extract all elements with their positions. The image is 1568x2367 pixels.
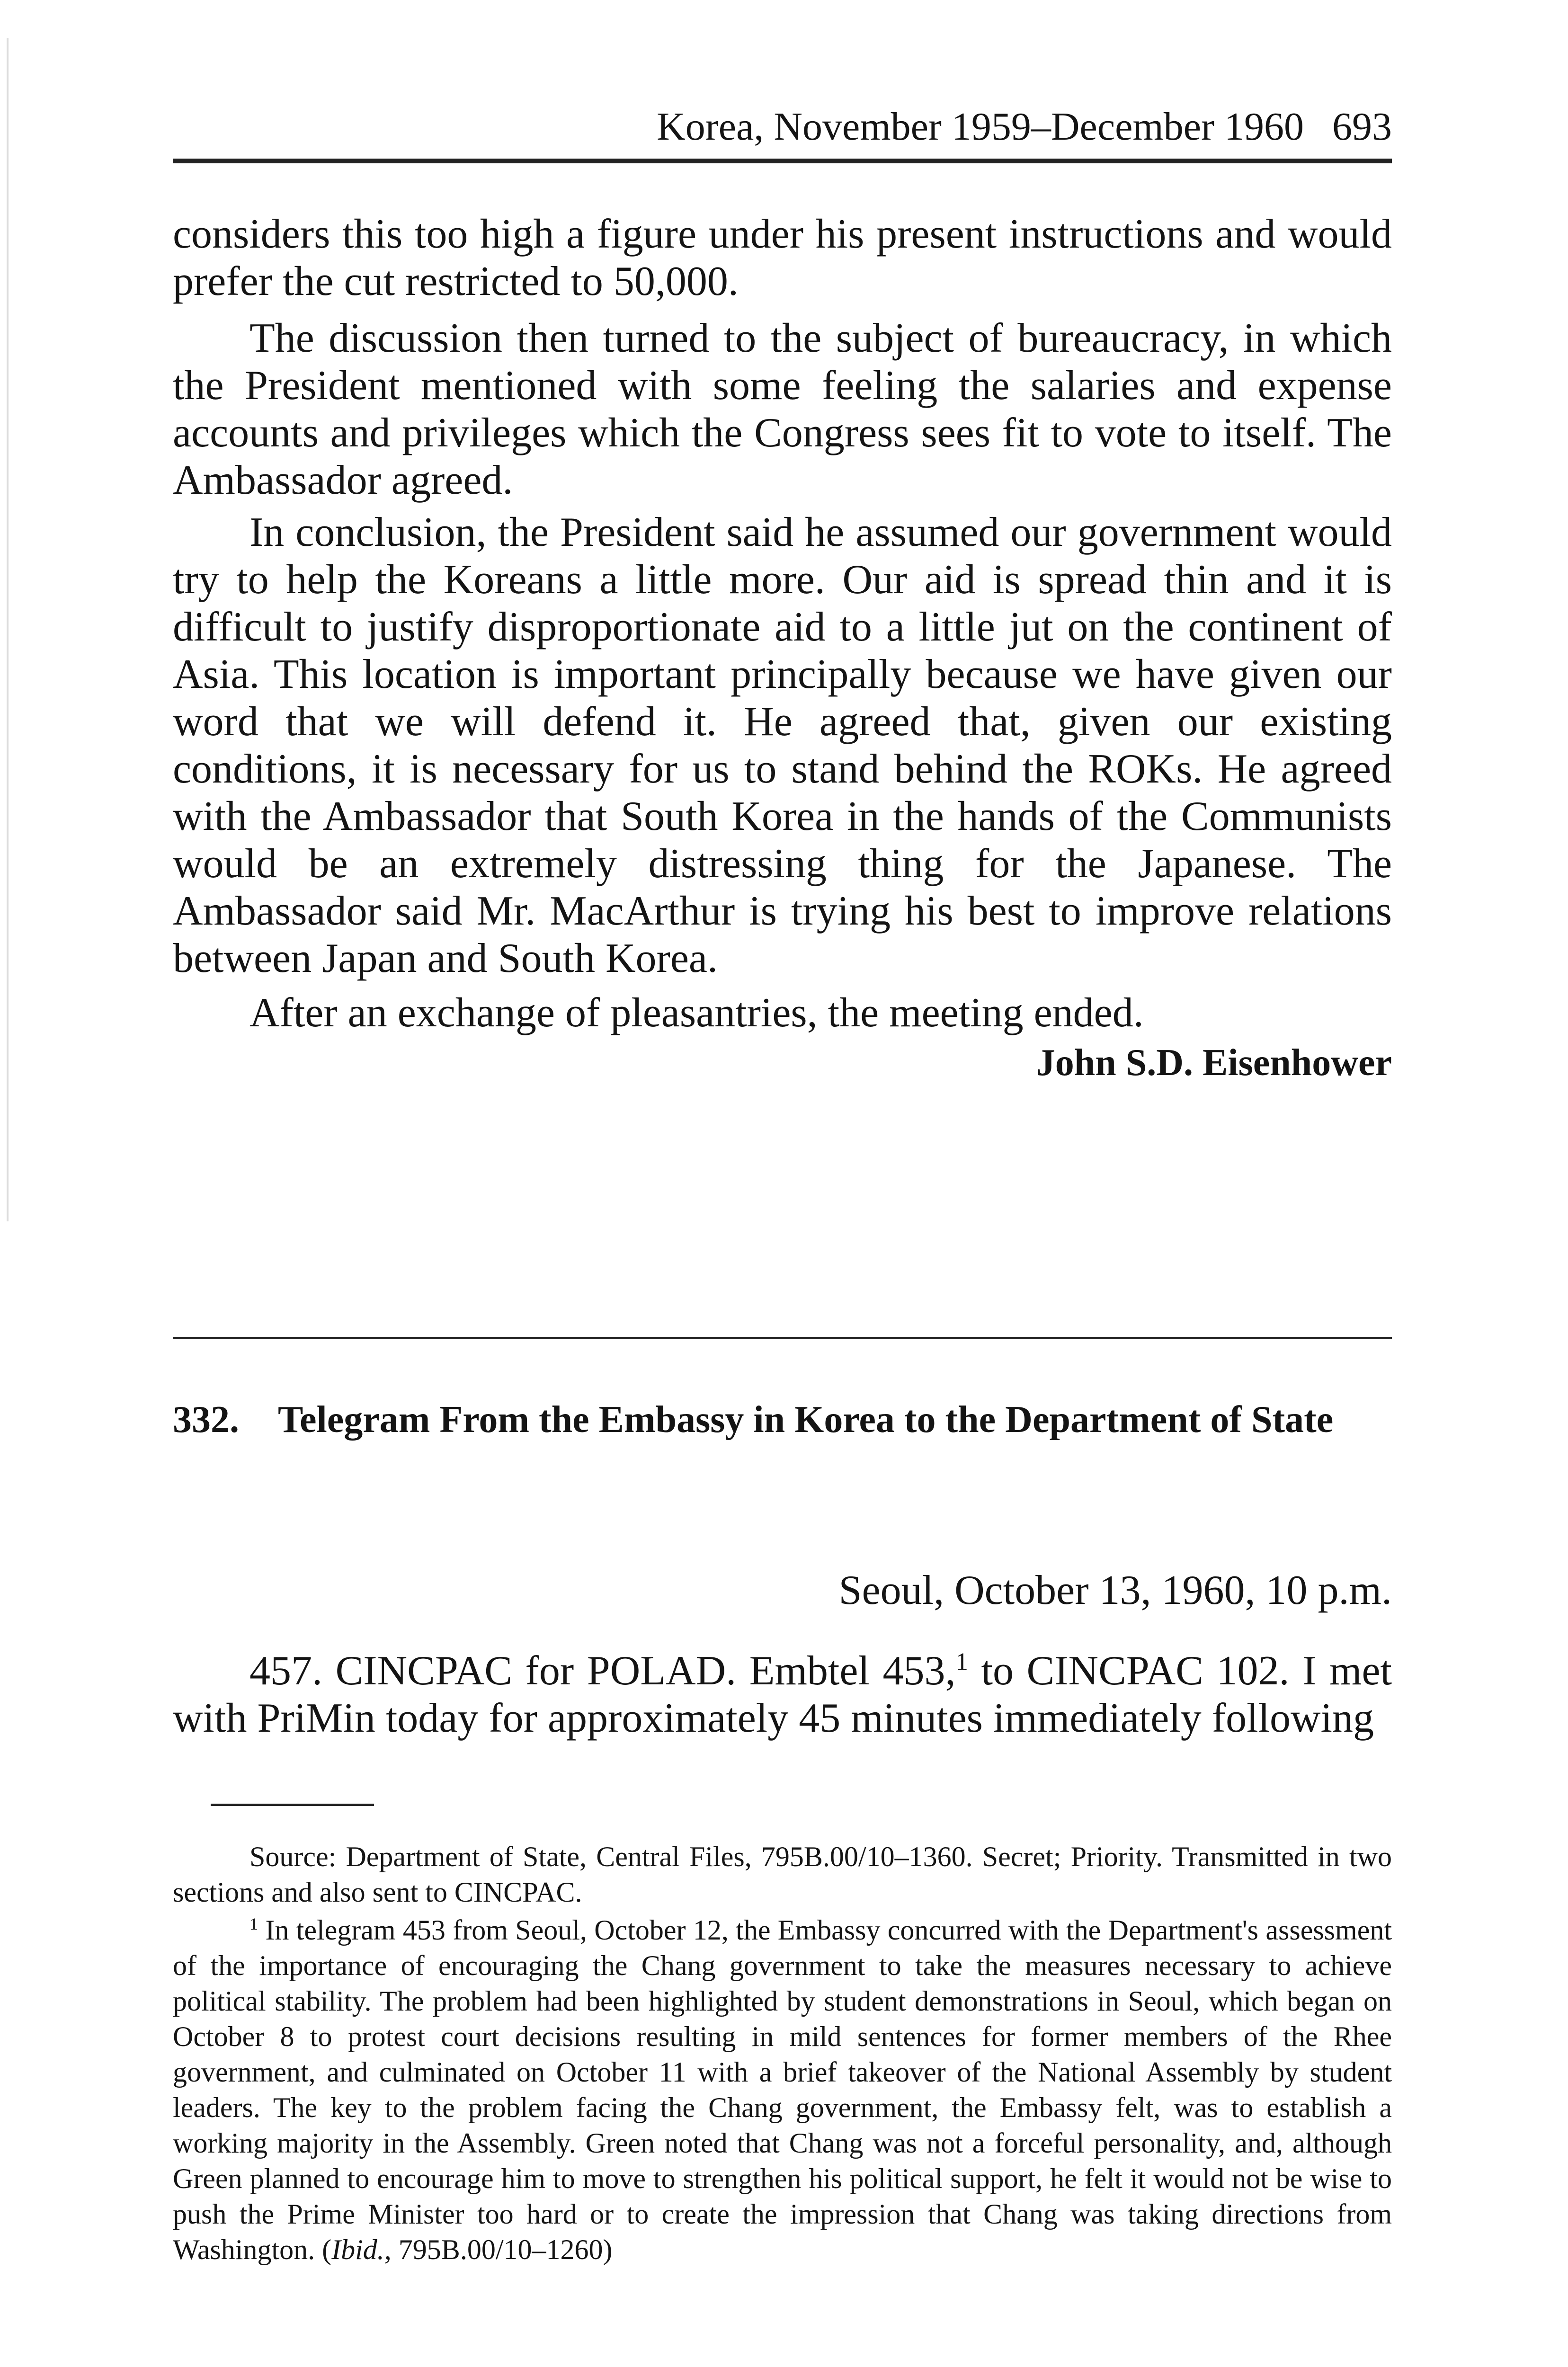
- section-divider: [173, 1337, 1392, 1339]
- document-heading: [173, 1394, 1392, 1445]
- signature: John S.D. Eisenhower: [1036, 1042, 1392, 1084]
- telegram-body-start: 457. CINCPAC for POLAD. Embtel 453,: [249, 1648, 956, 1694]
- document-number: 332.: [173, 1399, 239, 1441]
- scan-edge: [7, 38, 9, 1221]
- memo-paragraph-3: In conclusion, the President said he assumed our government would try to help the Koreans a little more. Our aid is spread thin and it is difficult to justify disproportionate aid to a little jut on the continent of Asia. This location is important principally because we have given our word that we will defend it. He agreed that, given our existing conditions, it is necessary for us to stand behind the ROKs. He agreed with the Ambassador that South Korea in the hands of the Communists would be an extremely distressing thing for the Japanese. The Ambassador said Mr. MacArthur is trying his best to improve relations between Japan and South Korea.: [173, 509, 1392, 981]
- telegram-body: [173, 1647, 1392, 1742]
- footnote-1-marker: 1: [249, 1914, 258, 1933]
- running-header: [173, 102, 1392, 163]
- footnote-1: [173, 1913, 1392, 2268]
- running-title: Korea, November 1959–December 1960: [657, 105, 1304, 149]
- footnote-ref-1[interactable]: 1: [955, 1648, 968, 1676]
- footnote-rule: [211, 1804, 374, 1806]
- source-note: Source: Department of State, Central Files, 795B.00/10–1360. Secret; Priority. Transmitted in two sections and also sent to CINCPAC.: [173, 1841, 1392, 1908]
- memo-paragraph-2: The discussion then turned to the subject of bureaucracy, in which the President mentioned with some feeling the salaries and expense accounts and privileges which the Congress sees fit to vote to itself. The Ambassador agreed.: [173, 315, 1392, 503]
- footnote-1-ibid: Ibid.: [331, 2234, 384, 2265]
- telegram-body-rest: to CINCPAC 102. I met with PriMin today for approximately 45 minutes immediately following: [173, 1648, 1392, 1741]
- dateline: Seoul, October 13, 1960, 10 p.m.: [838, 1567, 1392, 1613]
- memo-paragraph-4: After an exchange of pleasantries, the meeting ended.: [249, 990, 1144, 1036]
- footnote-1-citation: , 795B.00/10–1260): [384, 2234, 613, 2265]
- footnote-1-text: In telegram 453 from Seoul, October 12, the Embassy concurred with the Department's assessment of the importance of encouraging the Chang government to take the measures necessary to achieve political stability. The problem had been highlighted by student demonstrations in Seoul, which began on October 8 to protest court decisions resulting in mild sentences for former members of the Rhee government, and culminated on October 11 with a brief takeover of the National Assembly by student leaders. The key to the problem facing the Chang government, the Embassy felt, was to establish a working majority in the Assembly. Green noted that Chang was not a forceful personality, and, although Green planned to encourage him to move to strengthen his political support, he felt it would not be wise to push the Prime Minister too hard or to create the impression that Chang was taking directions from Washington. (: [173, 1914, 1392, 2265]
- page-number: 693: [1332, 105, 1392, 149]
- memo-paragraph-1: considers this too high a figure under his present instructions and would prefer the cut restricted to 50,000.: [173, 211, 1392, 304]
- document-title: Telegram From the Embassy in Korea to the Department of State: [278, 1399, 1334, 1441]
